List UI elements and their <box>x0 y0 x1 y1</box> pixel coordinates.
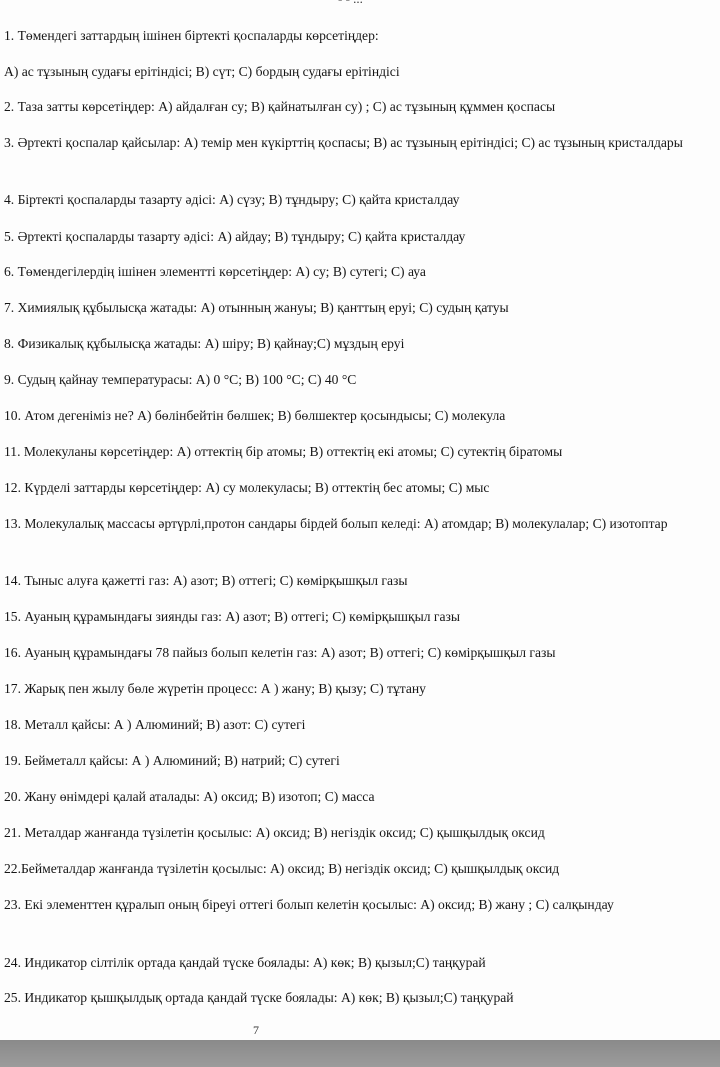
question-10: 10. Атом дегеніміз не? А) бөлінбейтін бөлшек; В) бөлшектер қосындысы; С) молекула <box>4 408 506 423</box>
question-17: 17. Жарық пен жылу бөле жүретін процесс: А ) жану; В) қызу; С) тұтану <box>4 681 426 696</box>
question-23: 23. Екі элементтен құралып оның біреуі оттегі болып келетін қосылыс: А) оксид; В) жану ; С) салқындау <box>4 897 614 912</box>
question-7: 7. Химиялық құбылысқа жатады: А) отынның жануы; В) қанттың еруі; С) судың қатуы <box>4 300 509 315</box>
question-3: 3. Әртекті қоспалар қайсылар: А) темір мен күкірттің қоспасы; В) ас тұзының ерітіндісі; С) ас тұзының кристалдары <box>4 135 683 150</box>
question-20: 20. Жану өнімдері қалай аталады: А) оксид; В) изотоп; С) масса <box>4 789 375 804</box>
question-9: 9. Судың қайнау температурасы: А) 0 °С; В) 100 °С; С) 40 °С <box>4 372 357 387</box>
question-4: 4. Біртекті қоспаларды тазарту әдісі: А) сүзу; В) тұндыру; С) қайта кристалдау <box>4 192 460 207</box>
question-24: 24. Индикатор сілтілік ортада қандай түске боялады: А) көк; В) қызыл;С) таңқурай <box>4 955 486 970</box>
question-13: 13. Молекулалық массасы әртүрлі,протон сандары бірдей болып келеді: А) атомдар; В) молекулалар; С) изотоптар <box>4 516 668 531</box>
question-15: 15. Ауаның құрамындағы зиянды газ: А) азот; В) оттегі; С) көмірқышқыл газы <box>4 609 460 624</box>
question-21: 21. Металдар жанғанда түзілетін қосылыс: А) оксид; В) негіздік оксид; С) қышқылдық оксид <box>4 825 545 840</box>
question-2: 2. Таза затты көрсетіңдер: А) айдалған су; В) қайнатылған су) ; С) ас тұзының құммен қоспасы <box>4 99 556 114</box>
question-19: 19. Бейметалл қайсы: А ) Алюминий; В) натрий; С) сутегі <box>4 753 340 768</box>
question-5: 5. Әртекті қоспаларды тазарту әдісі: А) айдау; В) тұндыру; С) қайта кристалдау <box>4 229 466 244</box>
question-25: 25. Индикатор қышқылдық ортада қандай түске боялады: А) көк; В) қызыл;С) таңқурай <box>4 990 514 1005</box>
page-number: 7 <box>253 1023 259 1037</box>
header-fragment <box>338 0 363 7</box>
question-22: 22.Бейметалдар жанғанда түзілетін қосылыс: А) оксид; В) негіздік оксид; С) қышқылдық оксид <box>4 861 560 876</box>
question-18: 18. Металл қайсы: А ) Алюминий; В) азот: С) сутегі <box>4 717 306 732</box>
question-1-options: А) ас тұзының судағы ерітіндісі; В) сүт; С) бордың судағы ерітіндісі <box>4 64 400 79</box>
question-11: 11. Молекуланы көрсетіңдер: А) оттектің бір атомы; В) оттектің екі атомы; С) сутектің біратомы <box>4 444 563 459</box>
question-14: 14. Тыныс алуға қажетті газ: А) азот; В) оттегі; С) көмірқышқыл газы <box>4 573 408 588</box>
viewer-bottom-bar <box>0 1040 720 1067</box>
question-1: 1. Төмендегі заттардың ішінен біртекті қоспаларды көрсетіңдер: <box>4 28 379 43</box>
question-16: 16. Ауаның құрамындағы 78 пайыз болып келетін газ: А) азот; В) оттегі; С) көмірқышқыл газы <box>4 645 556 660</box>
question-12: 12. Күрделі заттарды көрсетіңдер: А) су молекуласы; В) оттектің бес атомы; С) мыс <box>4 480 490 495</box>
question-8: 8. Физикалық құбылысқа жатады: А) шіру; В) қайнау;С) мұздың еруі <box>4 336 405 351</box>
question-6: 6. Төмендегілердің ішінен элементті көрсетіңдер: А) су; В) сутегі; С) ауа <box>4 264 426 279</box>
